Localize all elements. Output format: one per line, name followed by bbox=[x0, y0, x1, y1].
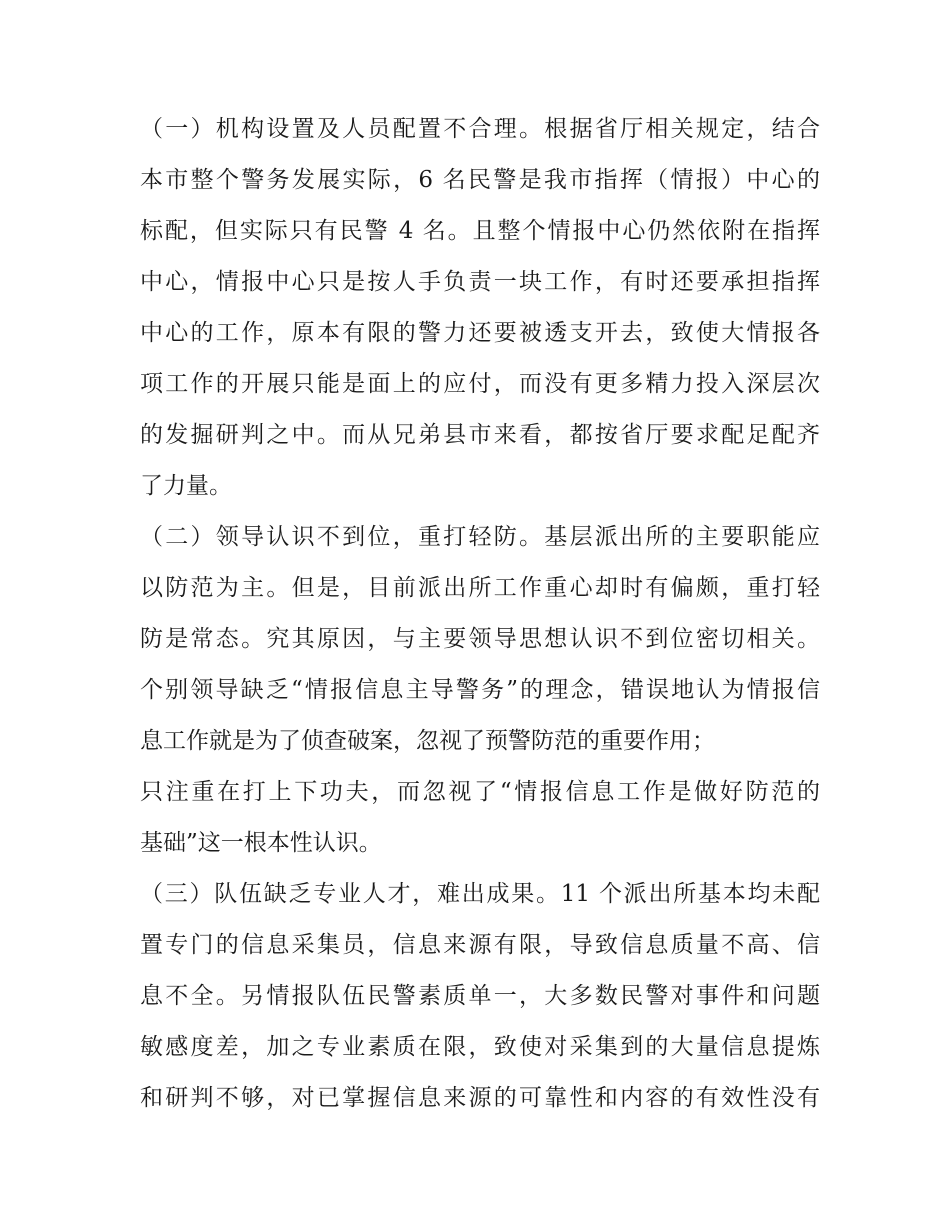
text-line: （一）机构设置及人员配置不合理。根据省厅相关规定，结合 bbox=[140, 116, 820, 142]
text-line: 的发掘研判之中。而从兄弟县市来看，都按省厅要求配足配齐 bbox=[140, 422, 820, 448]
text-line: （二）领导认识不到位，重打轻防。基层派出所的主要职能应 bbox=[140, 524, 820, 550]
text-line: 只注重在打上下功夫，而忽视了“情报信息工作是做好防范的 bbox=[140, 779, 820, 805]
text-line: 本市整个警务发展实际，6 名民警是我市指挥（情报）中心的 bbox=[140, 167, 820, 193]
text-line: 防是常态。究其原因，与主要领导思想认识不到位密切相关。 bbox=[140, 626, 820, 652]
text-line: 项工作的开展只能是面上的应付，而没有更多精力投入深层次 bbox=[140, 371, 820, 397]
text-line: 息工作就是为了侦查破案，忽视了预警防范的重要作用； bbox=[140, 728, 715, 754]
text-line: 了力量。 bbox=[140, 473, 232, 499]
text-line: 个别领导缺乏“情报信息主导警务”的理念，错误地认为情报信 bbox=[140, 677, 820, 703]
text-line: 基础”这一根本性认识。 bbox=[140, 830, 382, 856]
text-line: 标配，但实际只有民警 4 名。且整个情报中心仍然依附在指挥 bbox=[140, 218, 820, 244]
text-line: 和研判不够，对已掌握信息来源的可靠性和内容的有效性没有 bbox=[140, 1085, 820, 1111]
text-line: 置专门的信息采集员，信息来源有限，导致信息质量不高、信 bbox=[140, 932, 820, 958]
text-line: 敏感度差，加之专业素质在限，致使对采集到的大量信息提炼 bbox=[140, 1034, 820, 1060]
text-line: （三）队伍缺乏专业人才，难出成果。11 个派出所基本均未配 bbox=[140, 881, 820, 907]
text-line: 中心，情报中心只是按人手负责一块工作，有时还要承担指挥 bbox=[140, 269, 820, 295]
text-line: 息不全。另情报队伍民警素质单一，大多数民警对事件和问题 bbox=[140, 983, 820, 1009]
text-line: 中心的工作，原本有限的警力还要被透支开去，致使大情报各 bbox=[140, 320, 820, 346]
body-text bbox=[140, 104, 820, 1124]
text-line: 以防范为主。但是，目前派出所工作重心却时有偏颇，重打轻 bbox=[140, 575, 820, 601]
